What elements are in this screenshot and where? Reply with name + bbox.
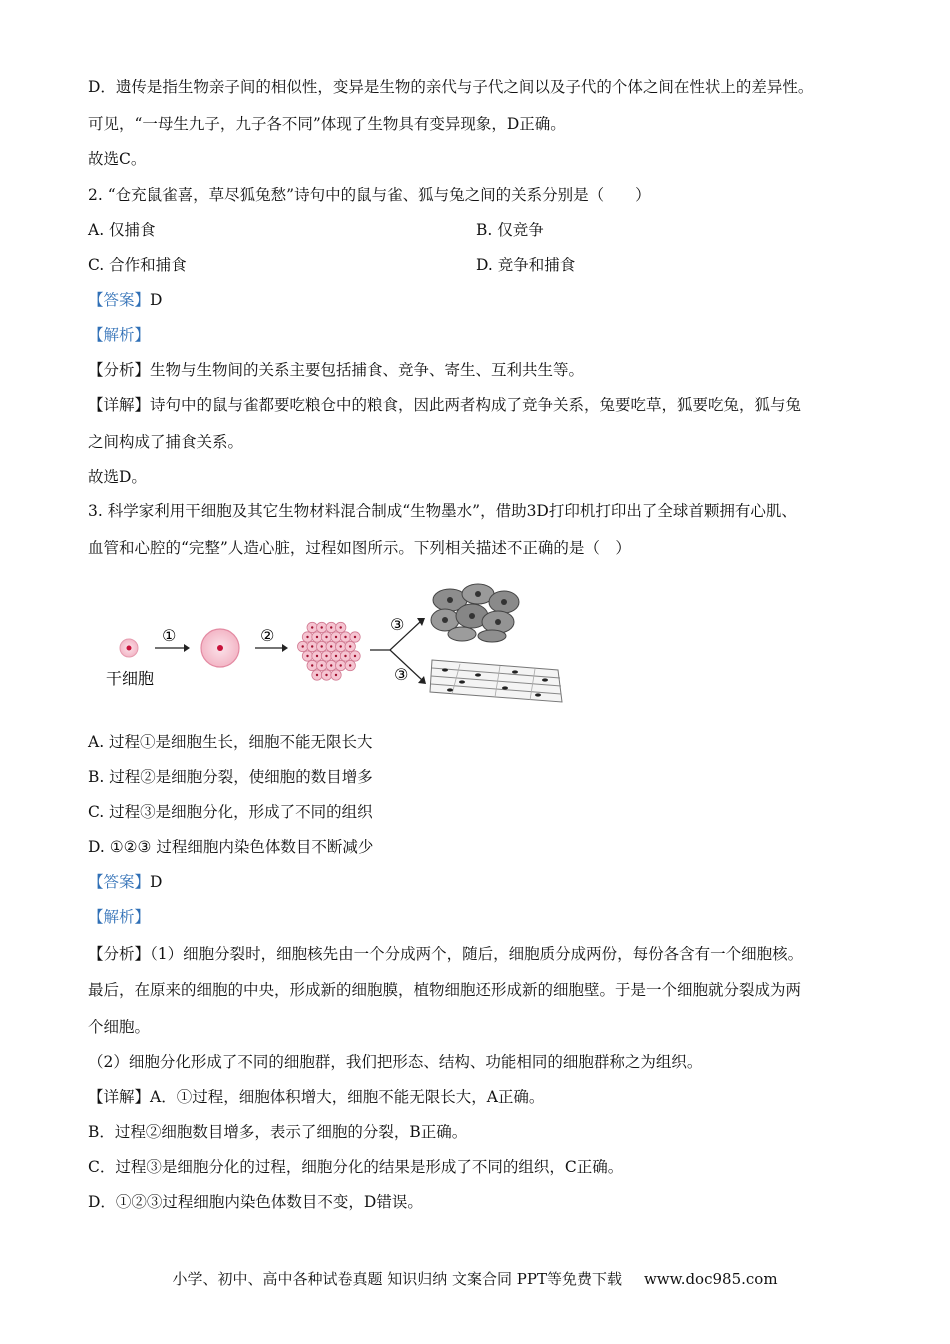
q2-detail-line2: 之间构成了捕食关系。 <box>88 433 244 451</box>
q3-fenxi-line1 <box>88 943 803 965</box>
step-3a-label: ③ <box>390 615 405 634</box>
q2-analysis-tag: 【解析】 <box>88 326 151 344</box>
q2-option-b: B. 仅竞争 <box>476 221 544 239</box>
q2-option-d: D. 竞争和捕食 <box>476 256 576 274</box>
detail-tag: 【详解】 <box>88 1088 151 1106</box>
q3-option-c: C. 过程③是细胞分化，形成了不同的组织 <box>88 803 373 821</box>
step-2-label: ② <box>260 626 275 645</box>
arrow-1-icon <box>155 644 190 652</box>
q3-analysis-tag: 【解析】 <box>88 908 151 926</box>
q2-answer <box>88 289 162 311</box>
footer-text: 小学、初中、高中各种试卷真题 知识归纳 文案合同 PPT等免费下载 <box>172 1270 622 1288</box>
q3-detail-d: D．①②③过程细胞内染色体数目不变，D错误。 <box>88 1193 423 1211</box>
fenxi-text: 生物与生物间的关系主要包括捕食、竞争、寄生、互利共生等。 <box>150 361 585 379</box>
q3-fenxi-line2: 最后，在原来的细胞的中央，形成新的细胞膜，植物细胞还形成新的细胞壁。于是一个细胞就分裂成为两 <box>88 981 802 999</box>
q2-conclusion: 故选D。 <box>88 468 147 486</box>
q3-fenxi-line4: （2）细胞分化形成了不同的细胞群，我们把形态、结构、功能相同的细胞群称之为组织。 <box>88 1053 703 1071</box>
answer-value: D <box>150 291 163 309</box>
q2-stem: 2. “仓充鼠雀喜，草尽狐兔愁”诗句中的鼠与雀、狐与兔之间的关系分别是（ ） <box>88 186 651 204</box>
stem-cell-icon <box>120 639 138 657</box>
q3-option-a: A. 过程①是细胞生长，细胞不能无限长大 <box>88 733 373 751</box>
answer-tag: 【答案】 <box>88 291 151 309</box>
stem-cell-diagram <box>100 580 570 705</box>
prev-conclusion: 故选C。 <box>88 150 147 168</box>
q3-stem-line1: 3. 科学家利用干细胞及其它生物材料混合制成“生物墨水”，借助3D打印机打印出了全球首颗拥有心肌、 <box>88 502 797 520</box>
q2-option-a: A. 仅捕食 <box>88 221 156 239</box>
stem-cell-label: 干细胞 <box>106 669 155 688</box>
cell-cluster-icon <box>298 622 361 680</box>
fenxi-tag: 【分析】 <box>88 945 151 963</box>
tissue-cells-icon <box>430 582 520 642</box>
q2-fenxi <box>88 359 584 381</box>
answer-value: D <box>150 873 163 891</box>
q3-option-d: D. ①②③ 过程细胞内染色体数目不断减少 <box>88 838 374 856</box>
stem-cell-diagram-svg <box>100 580 570 705</box>
fenxi-text: （1）细胞分裂时，细胞核先由一个分成两个，随后，细胞质分成两份，每份各含有一个细胞核。 <box>150 945 804 963</box>
grown-cell-icon <box>201 629 239 667</box>
page-footer <box>0 1268 950 1290</box>
q3-detail-a <box>88 1086 544 1108</box>
q3-stem-line2: 血管和心腔的“完整”人造心脏，过程如图所示。下列相关描述不正确的是（ ） <box>88 539 631 557</box>
detail-tag: 【详解】 <box>88 396 151 414</box>
step-1-label: ① <box>162 626 177 645</box>
muscle-tissue-icon <box>430 660 562 702</box>
q3-option-b: B. 过程②是细胞分裂，使细胞的数目增多 <box>88 768 373 786</box>
q2-option-c: C. 合作和捕食 <box>88 256 187 274</box>
q2-detail-line1 <box>88 394 801 416</box>
step-3b-label: ③ <box>394 665 409 684</box>
detail-text: A．①过程，细胞体积增大，细胞不能无限长大，A正确。 <box>150 1088 545 1106</box>
q3-detail-b: B．过程②细胞数目增多，表示了细胞的分裂，B正确。 <box>88 1123 468 1141</box>
arrow-2-icon <box>255 644 288 652</box>
answer-tag: 【答案】 <box>88 873 151 891</box>
prev-detail-d-line2: 可见，“一母生九子，九子各不同”体现了生物具有变异现象，D正确。 <box>88 115 566 133</box>
q3-fenxi-line3: 个细胞。 <box>88 1018 151 1036</box>
footer-url[interactable]: www.doc985.com <box>643 1270 778 1288</box>
fenxi-tag: 【分析】 <box>88 361 151 379</box>
prev-detail-d-line1: D．遗传是指生物亲子间的相似性，变异是生物的亲代与子代之间以及子代的个体之间在性状上的差异性。 <box>88 78 814 96</box>
detail-text: 诗句中的鼠与雀都要吃粮仓中的粮食，因此两者构成了竞争关系，兔要吃草，狐要吃兔，狐与兔 <box>150 396 802 414</box>
q3-detail-c: C．过程③是细胞分化的过程，细胞分化的结果是形成了不同的组织，C正确。 <box>88 1158 624 1176</box>
q3-answer <box>88 871 162 893</box>
